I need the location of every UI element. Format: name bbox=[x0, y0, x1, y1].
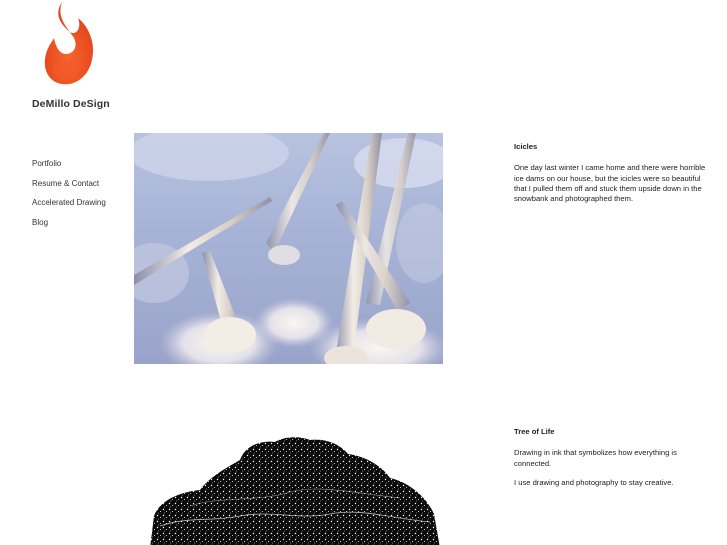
work-description: Drawing in ink that symbolizes how everything is connected. bbox=[514, 448, 677, 468]
work-caption-icicles bbox=[514, 142, 710, 213]
main-nav bbox=[32, 158, 106, 236]
tree-of-life-drawing[interactable] bbox=[150, 436, 440, 545]
work-description: One day last winter I came home and there were horrible ice dams on our house, but the icicles were so beautiful that I pulled them off and stuck them upside down in the snowbank and photographed them. bbox=[514, 163, 706, 204]
work-title: Tree of Life bbox=[514, 427, 555, 436]
nav-item-portfolio[interactable]: Portfolio bbox=[32, 159, 62, 168]
nav-item-blog[interactable]: Blog bbox=[32, 217, 49, 227]
nav-item-resume-contact[interactable]: Resume & Contact bbox=[32, 178, 100, 188]
brand-name[interactable]: DeMillo DeSign bbox=[32, 98, 110, 110]
work-caption-tree-of-life bbox=[514, 427, 710, 497]
work-title: Icicles bbox=[514, 142, 538, 151]
flame-icon[interactable] bbox=[40, 2, 96, 86]
icicles-photo[interactable] bbox=[134, 133, 443, 364]
work-description: I use drawing and photography to stay creative. bbox=[514, 477, 674, 487]
nav-item-accelerated-drawing[interactable]: Accelerated Drawing bbox=[32, 198, 106, 207]
